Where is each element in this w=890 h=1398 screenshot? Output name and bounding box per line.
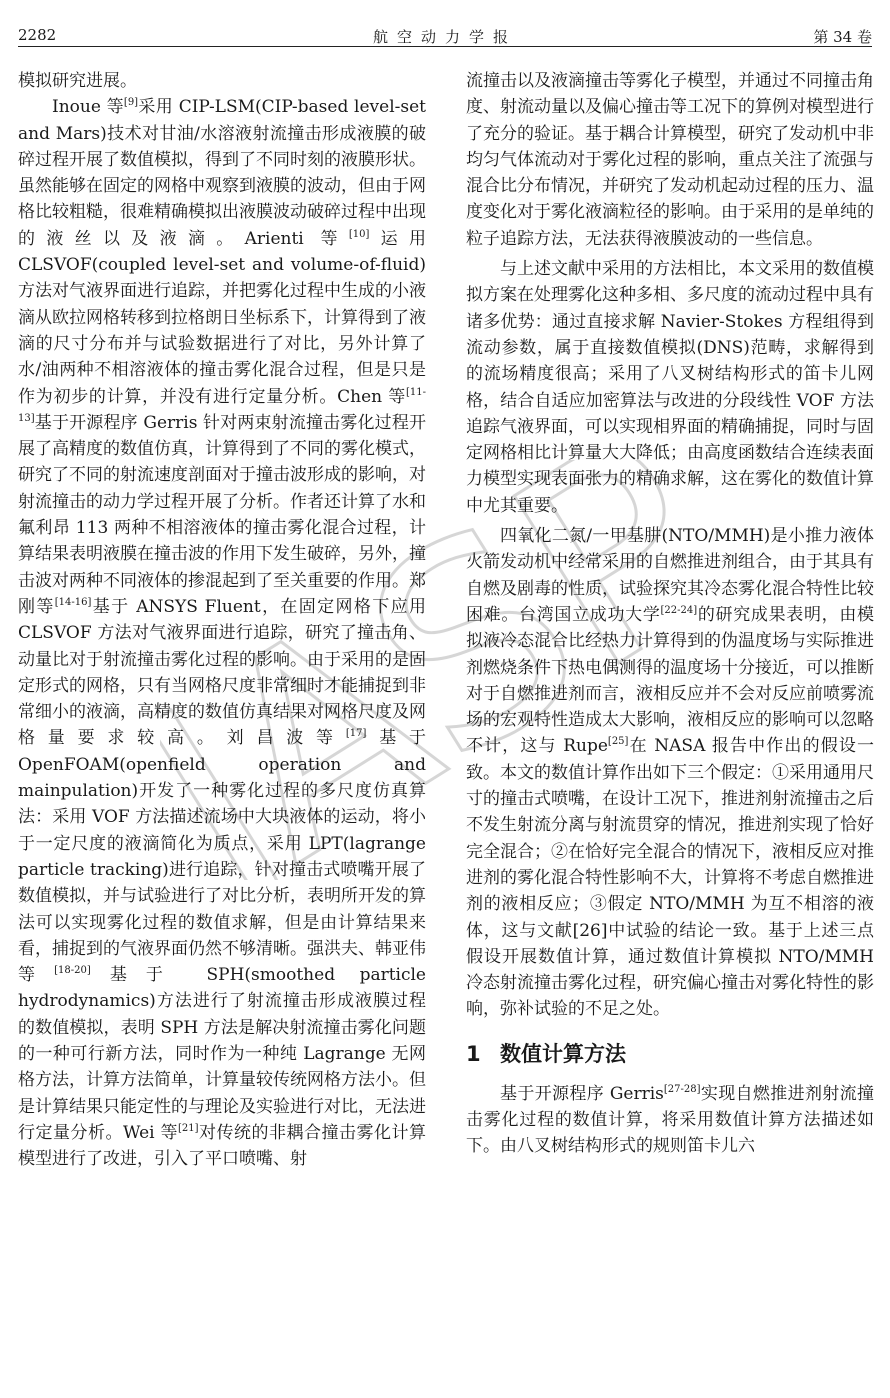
- section-number: 1: [466, 1041, 481, 1066]
- section-heading: [466, 1039, 874, 1069]
- text-segment: 基于 OpenFOAM(openfield operation and mainpulation)开发了一种雾化过程的多尺度仿真算法：采用 VOF 方法描述流场中大块液体的运动，将小于一定尺度的液滴简化为质点，采用 LPT(lagrange particle tracking)进行追踪，针对撞击式喷嘴开展了数值模拟，并与试验进行了对比分析，表明所开发的算法可以实现雾化过程的数值求解，但是由计算结果来看，捕捉到的气液界面仍然不够清晰。强洪夫、韩亚伟等: [18, 728, 427, 986]
- citation-ref: [10]: [348, 228, 370, 240]
- text-segment: Inoue 等: [52, 97, 124, 118]
- paragraph-method-advantages: 与上述文献中采用的方法相比，本文采用的数值模拟方案在处理雾化这种多相、多尺度的流动过程中具有诸多优势：通过直接求解 Navier-Stokes 方程组得到流动参数，属于直接数值模拟(DNS)范畴，求解得到的流场精度很高；采用了八叉树结构形式的笛卡儿网格，结合自适应加密算法与改进的分段线性 VOF 方法追踪气液界面，可以实现相界面的精确捕捉，同时与固定网格相比计算量大大降低；由高度函数结合连续表面力模型实现表面张力的精确求解，这在雾化的数值计算中尤其重要。: [466, 259, 874, 516]
- volume-label: 第 34 卷: [813, 28, 872, 46]
- text-segment: 在 NASA 报告中作出的假设一致。本文的数值计算作出如下三个假定：①采用通用尺寸的撞击式喷嘴，在设计工况下，推进剂射流撞击之后不发生射流分离与射流贯穿的情况，推进剂实现了恰好完全混合；②在恰好完全混合的情况下，液相反应对推进剂的雾化混合特性影响不大，计算将不考虑自燃推进剂的液相反应；③假定 NTO/MMH 为互不相溶的液体，这与文献[26]中试验的结论一致。基于上述三点假设开展数值计算，通过数值计算模拟 NTO/MMH 冷态射流撞击雾化过程，研究偏心撞击对雾化特性的影响，弥补试验的不足之处。: [466, 736, 874, 1020]
- paragraph-continued: 流撞击以及液滴撞击等雾化子模型，并通过不同撞击角度、射流动量以及偏心撞击等工况下的算例对模型进行了充分的验证。基于耦合计算模型，研究了发动机中非均匀气体流动对于雾化过程的影响，重点关注了流强与混合比分布情况，并研究了发动机起动过程的压力、温度变化对于雾化液滴粒径的影响。由于采用的是单纯的粒子追踪方法，无法获得液膜波动的一些信息。: [466, 71, 874, 249]
- citation-ref: [17]: [345, 728, 367, 740]
- citation-ref: [18-20]: [54, 965, 91, 977]
- paragraph-literature-review: [18, 94, 426, 1172]
- text-segment: 的研究成果表明，由模拟液冷态混合比经热力计算得到的伪温度场与实际推进剂燃烧条件下热电偶测得的温度场十分接近，可以推断对于自燃推进剂而言，液相反应并不会对反应前喷雾流场的宏观特性造成太大影响，液相反应的影响可以忽略不计，这与 Rupe: [466, 604, 875, 757]
- paragraph-intro-tail: 模拟研究进展。: [18, 71, 137, 91]
- journal-title: 航空动力学报: [372, 28, 517, 46]
- citation-ref: [27-28]: [663, 1083, 701, 1095]
- paragraph-assumptions: [466, 523, 874, 1023]
- right-column: [466, 68, 874, 1160]
- text-segment: 基于 ANSYS Fluent，在固定网格下应用 CLSVOF 方法对气液界面进行追踪，研究了撞击角、动量比对于射流撞击雾化过程的影响。由于采用的是固定形式的网格，只有当网格尺度非常细时才能捕捉到非常细小的液滴，高精度的数值仿真结果对网格尺度及网格量要求较高。刘昌波等: [18, 596, 426, 749]
- text-segment: 基于开源程序 Gerris 针对两束射流撞击雾化过程开展了高精度的数值仿真，计算得到了不同的雾化模式，研究了不同的射流速度剖面对于撞击波形成的影响，对射流撞击的动力学过程开展了分析。作者还计算了水和氟利昂 113 两种不相溶液体的撞击雾化混合过程，计算结果表明液膜在撞击波的作用下发生破碎，另外，撞击波对两种不同液体的掺混起到了至关重要的作用。郑刚等: [18, 412, 426, 617]
- watermark-text: JASP: [160, 460, 720, 880]
- citation-ref: [25]: [607, 736, 629, 748]
- text-segment: 运用 CLSVOF(coupled level-set and volume-of-fluid)方法对气液界面进行追踪，并把雾化过程中生成的小液滴从欧拉网格转移到拉格朗日坐标系下，计算得到了液滴的尺寸分布并与试验数据进行了对比，另外计算了水/油两种不相溶液体的撞击雾化混合过程，但是只是作为初步的计算，并没有进行定量分析。Chen 等: [18, 228, 426, 407]
- text-segment: 对传统的非耦合撞击雾化计算模型进行了改进，引入了平口喷嘴、射: [18, 1122, 426, 1170]
- text-segment: 实现自燃推进剂射流撞击雾化过程的数值计算，将采用数值计算方法描述如下。由八叉树结构形式的规则笛卡儿六: [466, 1083, 874, 1157]
- text-segment: 采用 CIP-LSM(CIP-based level-set and Mars)技术对甘油/水溶液射流撞击形成液膜的破碎过程开展了数值模拟，得到了不同时刻的液膜形状。虽然能够在固定的网格中观察到液膜的波动，但由于网格比较粗糙，很难精确模拟出液膜波动破碎过程中出现的液丝以及液滴。Arienti 等: [18, 97, 426, 249]
- citation-ref: [11-13]: [18, 386, 426, 424]
- text-segment: 基于 SPH(smoothed particle hydrodynamics)方法进行了射流撞击形成液膜过程的数值模拟，表明 SPH 方法是解决射流撞击雾化问题的一种可行新方法，同时作为一种纯 Lagrange 无网格方法，计算方法简单，计算量较传统网格方法小。但是计算结果只能定性的与理论及实验进行对比，无法进行定量分析。Wei 等: [18, 965, 426, 1143]
- paragraph-method-intro: [466, 1081, 874, 1160]
- citation-ref: [9]: [123, 97, 139, 109]
- text-segment: 基于开源程序 Gerris: [500, 1083, 664, 1104]
- left-column: [18, 68, 426, 1172]
- text-segment: 四氧化二氮/一甲基肼(NTO/MMH)是小推力液体火箭发动机中经常采用的自燃推进剂组合，由于其具有自燃及剧毒的性质，试验探究其冷态雾化混合特性比较困难。台湾国立成功大学: [466, 526, 874, 625]
- citation-ref: [14-16]: [54, 596, 92, 608]
- citation-ref: [22-24]: [660, 604, 698, 616]
- section-title: 数值计算方法: [500, 1041, 626, 1066]
- page-number: 2282: [18, 26, 57, 44]
- running-header: [18, 22, 872, 47]
- citation-ref: [21]: [177, 1122, 199, 1134]
